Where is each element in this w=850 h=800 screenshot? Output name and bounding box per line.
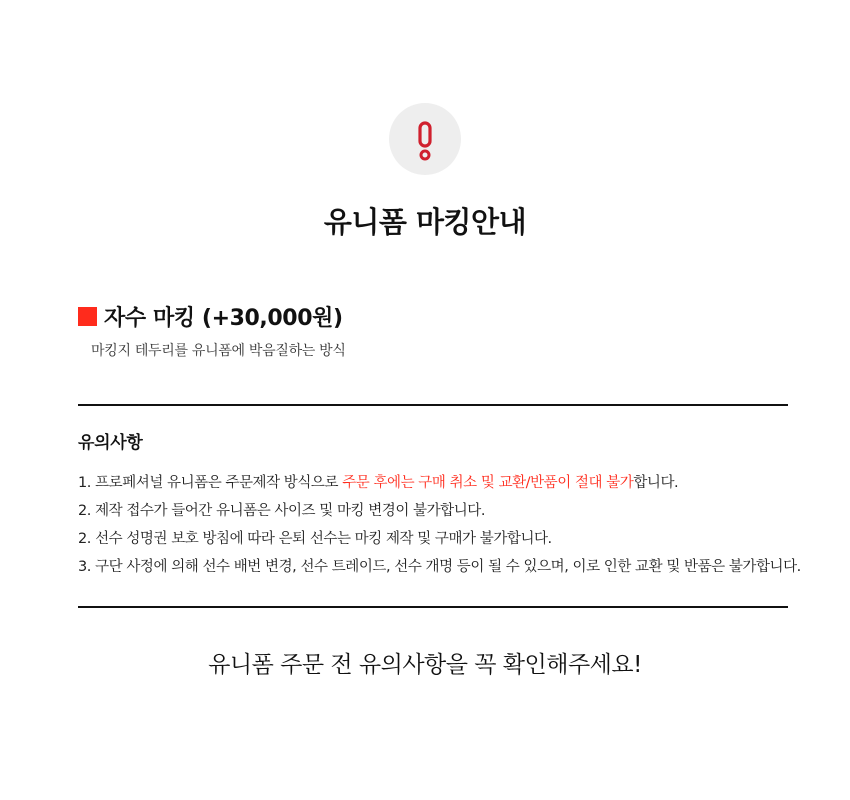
divider-bottom: [78, 606, 788, 608]
marking-option-header: [78, 300, 343, 332]
notice-heading: 유의사항: [78, 433, 143, 453]
notice-item: [78, 556, 801, 584]
red-square-marker: [78, 307, 97, 326]
notice-item-text: 1. 프로페셔널 유니폼은 주문제작 방식으로: [78, 475, 343, 491]
notice-item: [78, 528, 801, 556]
notice-item: [78, 500, 801, 528]
notice-item-text: 3. 구단 사정에 의해 선수 배번 변경, 선수 트레이드, 선수 개명 등이 될 수 있으며, 이로 인한 교환 및 반품은 불가합니다.: [78, 559, 801, 575]
notice-item-text: 2. 제작 접수가 들어간 유니폼은 사이즈 및 마킹 변경이 불가합니다.: [78, 503, 486, 519]
footer-message: 유니폼 주문 전 유의사항을 꼭 확인해주세요!: [208, 652, 642, 678]
alert-badge: [389, 103, 461, 175]
exclamation-icon: [389, 103, 461, 175]
divider-top: [78, 404, 788, 406]
notice-item-highlight: 주문 후에는 구매 취소 및 교환/반품이 절대 불가: [342, 475, 634, 491]
notice-item: [78, 472, 801, 500]
notice-list: [78, 472, 801, 584]
notice-item-text-end: 합니다.: [633, 475, 679, 491]
page-title: 유니폼 마킹안내: [323, 205, 527, 239]
marking-option-title: 자수 마킹 (+30,000원): [104, 305, 343, 331]
marking-option-description: 마킹지 테두리를 유니폼에 박음질하는 방식: [91, 343, 346, 359]
notice-item-text: 2. 선수 성명권 보호 방침에 따라 은퇴 선수는 마킹 제작 및 구매가 불가합니다.: [78, 531, 552, 547]
